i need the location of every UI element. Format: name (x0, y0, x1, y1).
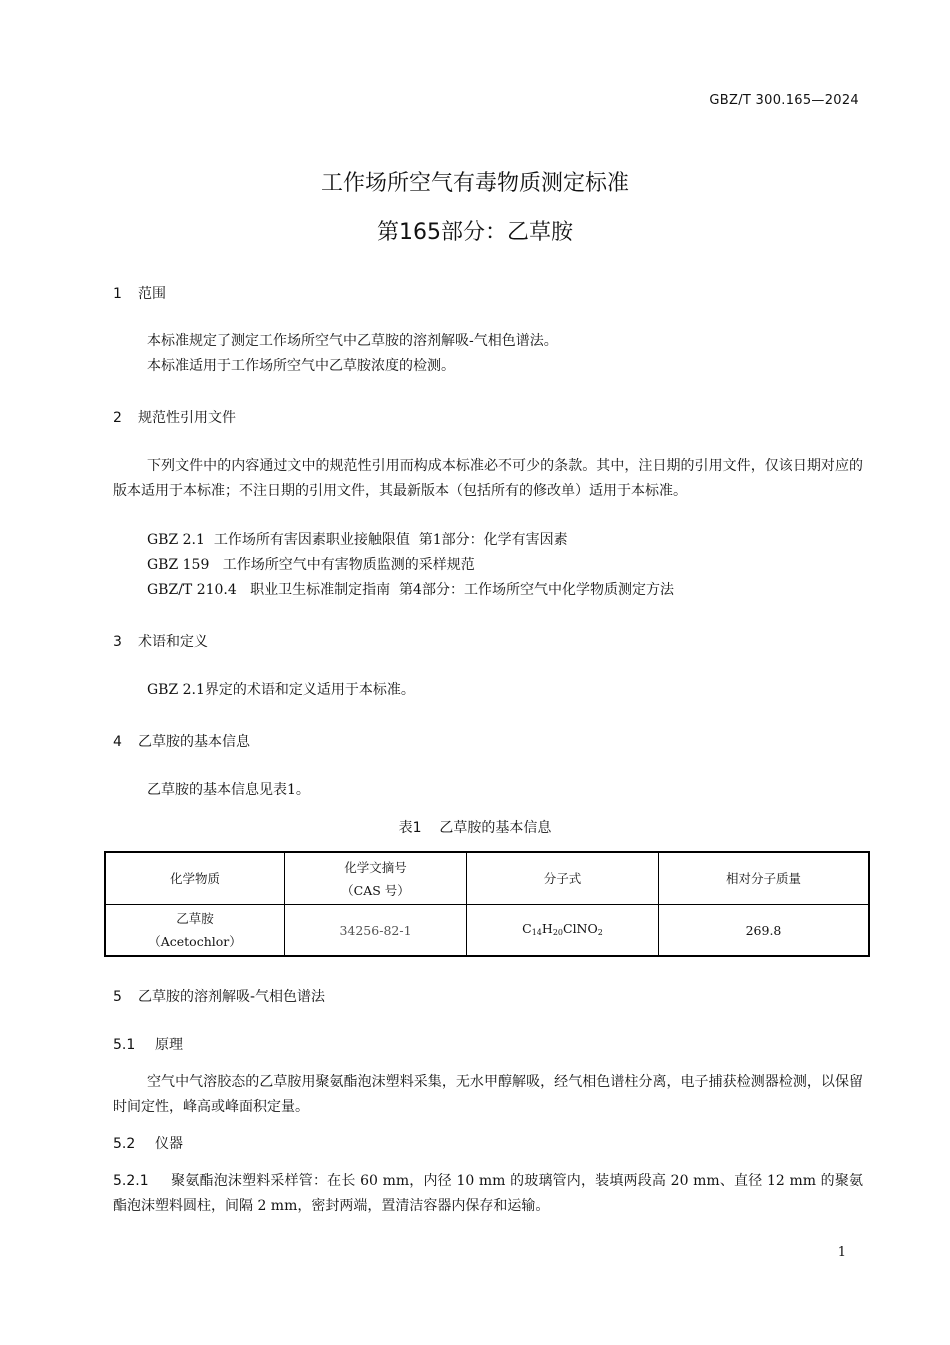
section-5-1-heading (113, 1034, 183, 1054)
reference-item: GBZ 2.1 工作场所有害因素职业接触限值 第1部分：化学有害因素 (147, 532, 568, 548)
section-number: 5 (113, 989, 122, 1005)
section-5-heading (113, 986, 325, 1006)
formula-h-count: 20 (552, 927, 563, 937)
paragraph: GBZ 2.1界定的术语和定义适用于本标准。 (147, 682, 415, 698)
header-cas-line1: 化学文摘号 (344, 859, 407, 875)
section-number: 4 (113, 734, 122, 750)
section-number: 1 (113, 286, 122, 302)
formula-o-count: 2 (597, 927, 603, 937)
paragraph: 本标准适用于工作场所空气中乙草胺浓度的检测。 (147, 358, 455, 374)
formula-h: H (541, 920, 553, 936)
section-title: 乙草胺的溶剂解吸-气相色谱法 (138, 989, 326, 1005)
cell-substance (105, 905, 285, 957)
section-2-heading (113, 407, 236, 427)
paragraph: 下列文件中的内容通过文中的规范性引用而构成本标准必不可少的条款。其中，注日期的引用文件，仅该日期对应的版本适用于本标准；不注日期的引用文件，其最新版本（包括所有的修改单）适用于本标准。 (113, 458, 863, 499)
reference-item: GBZ/T 210.4 职业卫生标准制定指南 第4部分：工作场所空气中化学物质测定方法 (147, 582, 674, 598)
formula-rest: ClNO (563, 920, 598, 936)
header-cas-line2: （CAS 号） (341, 882, 410, 898)
section-title: 乙草胺的基本信息 (138, 734, 250, 750)
section-number: 3 (113, 634, 122, 650)
section-number: 5.2 (113, 1136, 136, 1152)
section-1-heading (113, 283, 166, 303)
formula-c: C (522, 920, 532, 936)
section-3-heading (113, 631, 208, 651)
header-cas (285, 852, 467, 905)
basic-info-table (104, 851, 870, 957)
substance-name-cn: 乙草胺 (176, 911, 214, 926)
header-mass: 相对分子质量 (659, 852, 870, 905)
reference-item: GBZ 159 工作场所空气中有害物质监测的采样规范 (147, 557, 475, 573)
clause-text: 聚氨酯泡沫塑料采样管：在长 60 mm，内径 10 mm 的玻璃管内，装填两段高 20 mm、直径 12 mm 的聚氨酯泡沫塑料圆柱，间隔 2 mm，密封两端，置清洁容器内保存和运输。 (113, 1173, 863, 1214)
section-title: 术语和定义 (138, 634, 208, 650)
table-header-row (105, 852, 869, 905)
section-title: 原理 (155, 1037, 183, 1053)
section-number: 2 (113, 410, 122, 426)
table-row (105, 905, 869, 957)
header-substance: 化学物质 (105, 852, 285, 905)
page-number: 1 (837, 1245, 846, 1260)
paragraph: 空气中气溶胶态的乙草胺用聚氨酯泡沫塑料采集，无水甲醇解吸，经气相色谱柱分离，电子捕获检测器检测，以保留时间定性，峰高或峰面积定量。 (113, 1074, 863, 1115)
clause-number: 5.2.1 (113, 1173, 149, 1189)
cell-formula (467, 905, 659, 957)
clause-5-2-1 (113, 1169, 863, 1219)
standard-number: GBZ/T 300.165—2024 (709, 93, 859, 108)
section-title: 范围 (138, 286, 166, 302)
document-subtitle: 第165部分：乙草胺 (377, 220, 573, 245)
substance-name-en: （Acetochlor） (148, 934, 242, 949)
section-number: 5.1 (113, 1037, 136, 1053)
paragraph: 乙草胺的基本信息见表1。 (147, 782, 310, 798)
table-caption: 表1 乙草胺的基本信息 (398, 820, 552, 836)
header-formula: 分子式 (467, 852, 659, 905)
section-4-heading (113, 731, 250, 751)
formula-c-count: 14 (531, 927, 542, 937)
section-title: 规范性引用文件 (138, 410, 236, 426)
cell-cas: 34256-82-1 (285, 905, 467, 957)
section-title: 仪器 (155, 1136, 183, 1152)
cell-mass: 269.8 (659, 905, 870, 957)
paragraph: 本标准规定了测定工作场所空气中乙草胺的溶剂解吸-气相色谱法。 (147, 333, 558, 349)
section-5-2-heading (113, 1133, 183, 1153)
document-title: 工作场所空气有毒物质测定标准 (320, 171, 629, 196)
